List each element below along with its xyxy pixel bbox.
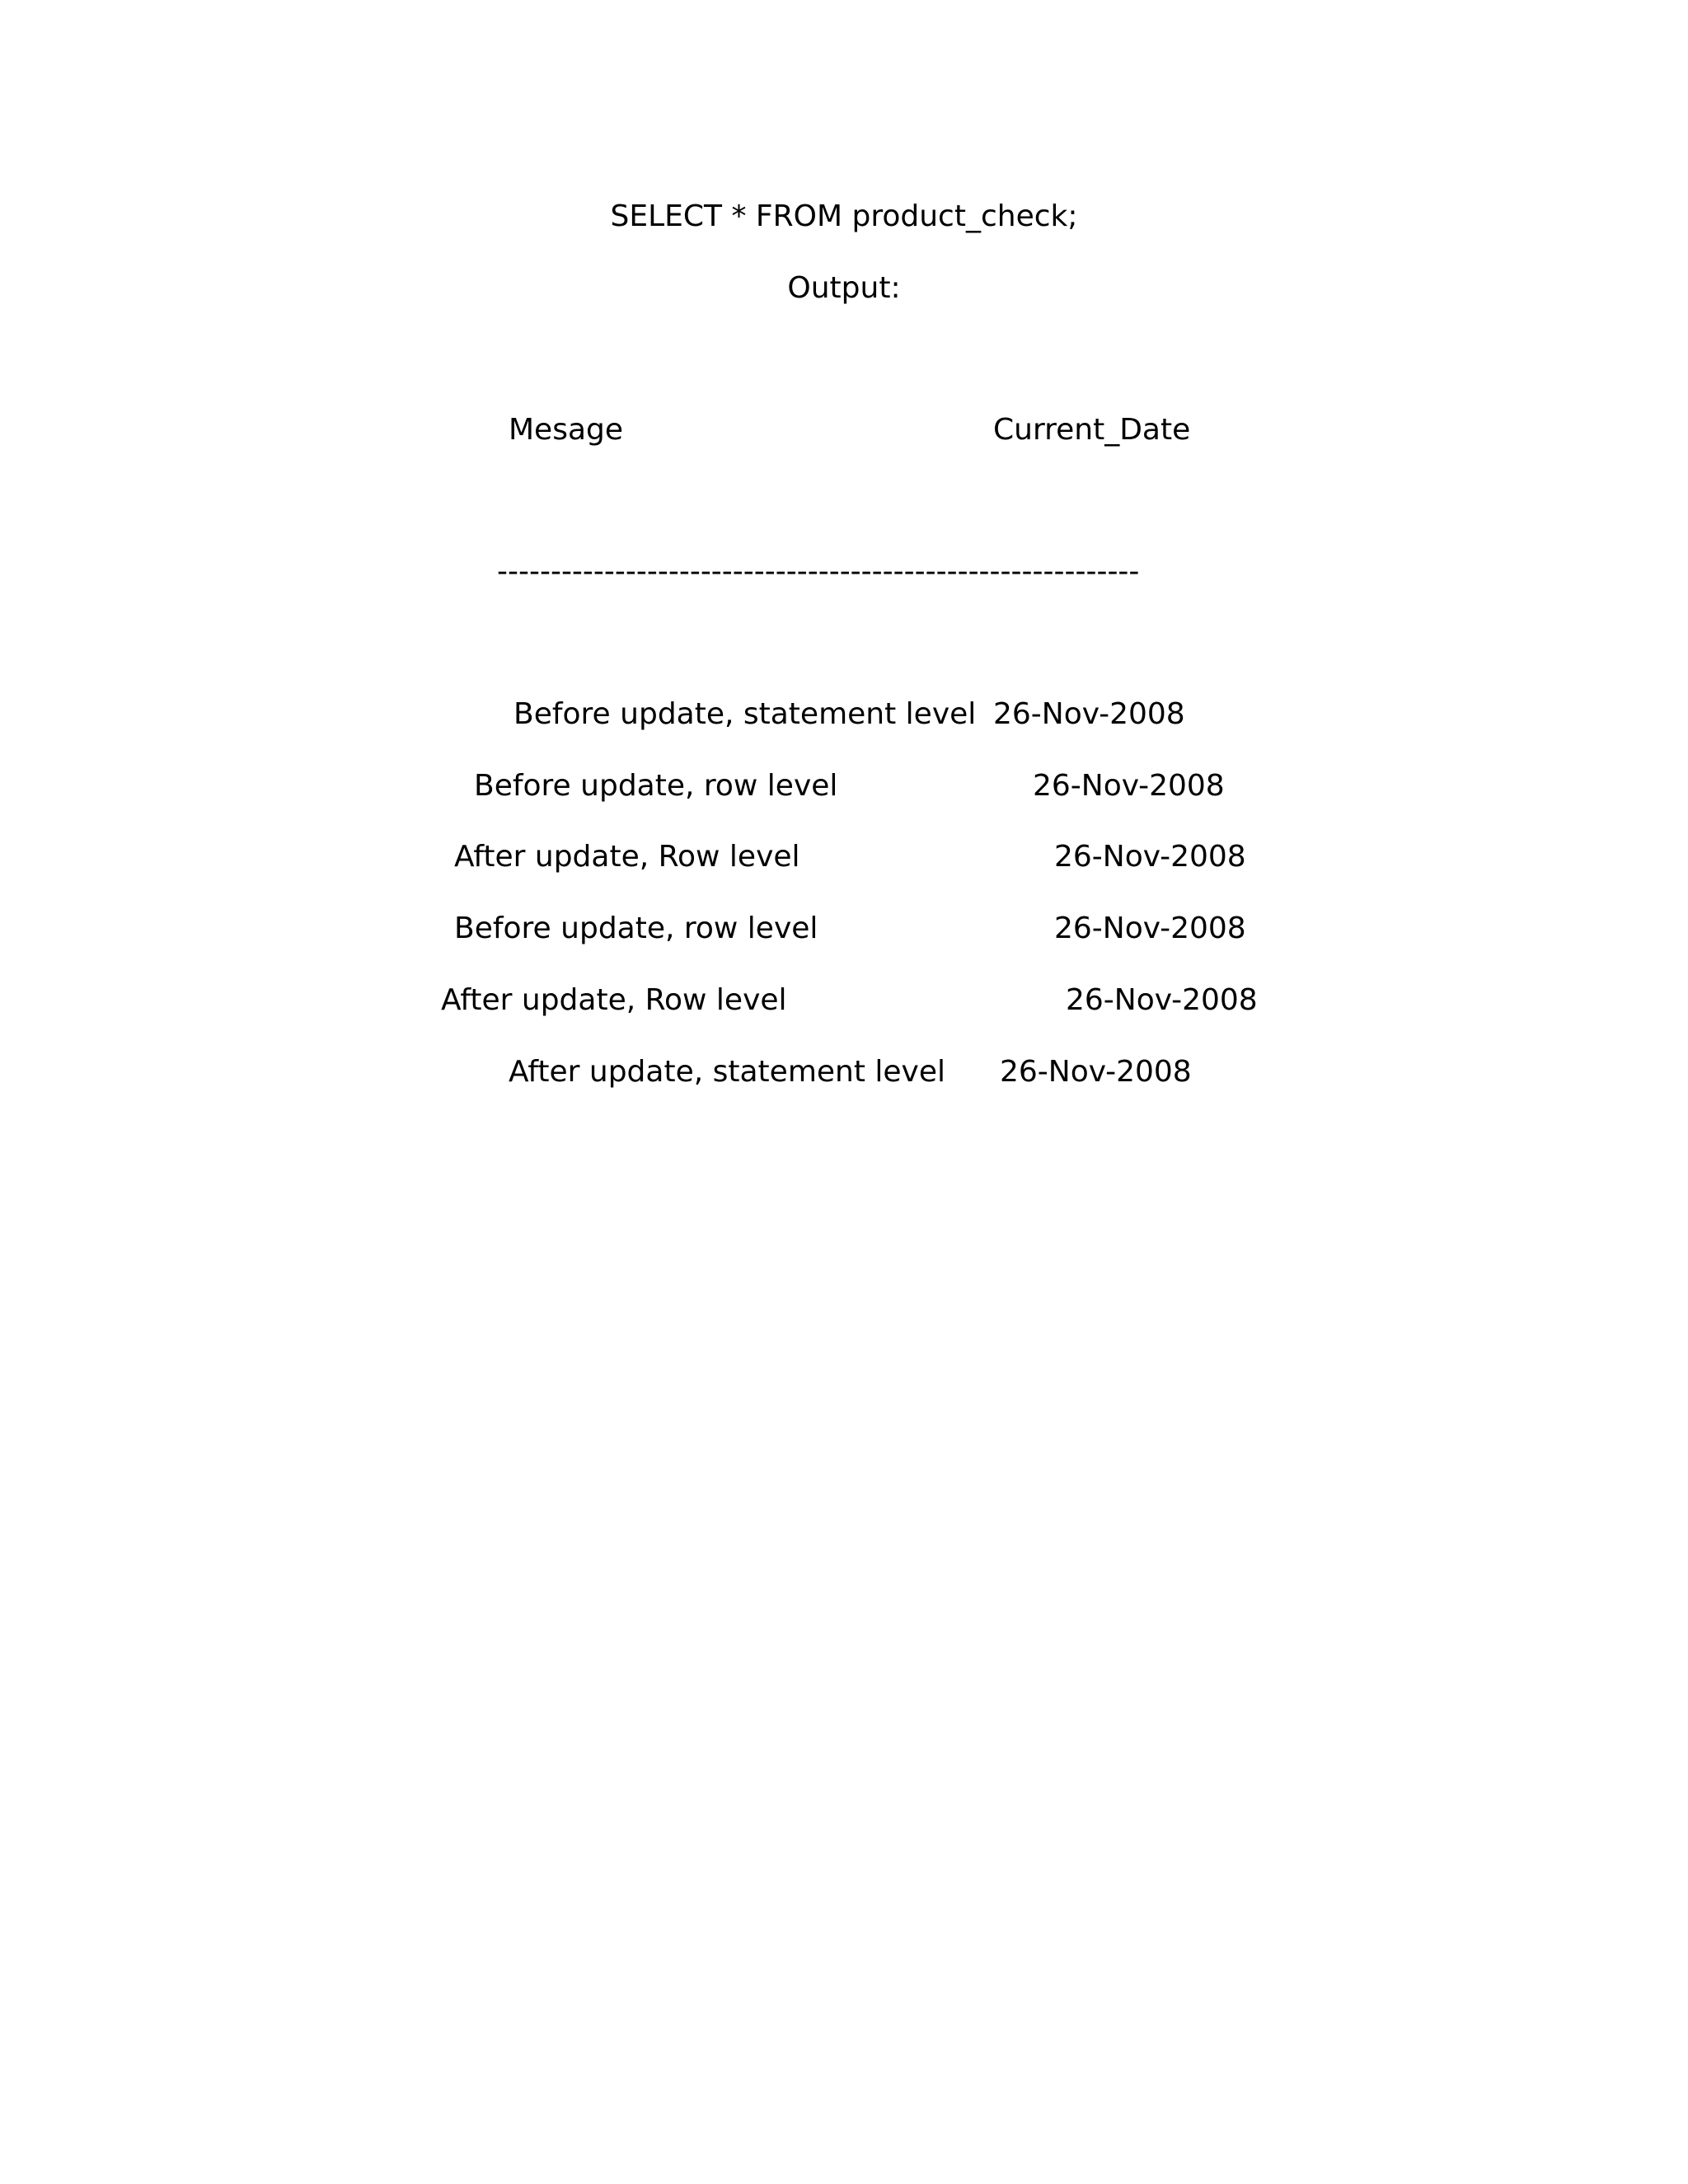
row-4-message: Before update, row level [454,912,818,945]
row-1-message: Before update, statement level [513,697,977,731]
row-1-date: 26-Nov-2008 [993,697,1185,731]
table-separator: ------------------------------------------------------------ [497,555,1140,588]
row-3-message: After update, Row level [454,840,800,874]
header-message: Mesage [509,413,624,447]
output-label: Output: [787,271,901,305]
row-3-date: 26-Nov-2008 [1054,840,1246,874]
row-6-date: 26-Nov-2008 [1000,1055,1192,1089]
row-5-message: After update, Row level [441,983,787,1017]
row-2-date: 26-Nov-2008 [1033,769,1225,803]
row-6-message: After update, statement level [509,1055,946,1089]
header-current-date: Current_Date [993,413,1191,447]
row-5-date: 26-Nov-2008 [1066,983,1258,1017]
row-2-message: Before update, row level [474,769,838,803]
sql-query: SELECT * FROM product_check; [610,199,1078,233]
row-4-date: 26-Nov-2008 [1054,912,1246,945]
